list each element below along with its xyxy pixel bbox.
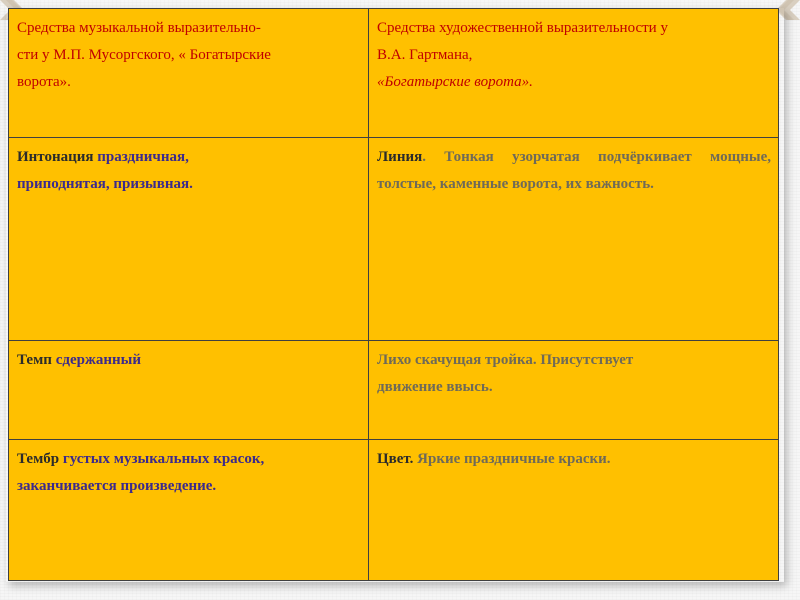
header-cell-music [9,9,369,138]
table-row [9,138,779,341]
header-art-line-3: «Богатырские ворота». [377,74,533,90]
cell-troika [369,341,779,440]
header-art-line-1: Средства художественной выразительности у [377,20,668,36]
cell-intonation [9,138,369,341]
value-tempo: сдержанный [51,352,141,368]
header-music-line-3: ворота». [17,74,71,90]
cell-tempo [9,341,369,440]
comparison-table [8,8,779,581]
value-intonation-1: праздничная, [93,149,189,165]
value-line-1: . Тонкая узорчатая подчёркивает [422,149,692,165]
value-troika-1: Лихо скачущая тройка. Присутствует [377,352,634,368]
value-line-2: мощные, толстые, каменные ворота, их важность. [377,149,771,192]
table-row [9,440,779,581]
table-row [9,341,779,440]
table-header-row [9,9,779,138]
value-color: Яркие праздничные краски. [413,451,611,467]
header-art-line-2: В.А. Гартмана, [377,47,473,63]
term-line: Линия [377,149,423,165]
value-troika-2: движение ввысь. [377,379,493,395]
cell-line [369,138,779,341]
value-timbre-1: густых музыкальных красок, [59,451,265,467]
term-intonation: Интонация [17,149,94,165]
header-cell-art [369,9,779,138]
term-color: Цвет. [377,451,414,467]
term-timbre: Тембр [17,451,60,467]
header-music-line-1: Средства музыкальной выразительно- [17,20,261,36]
cell-timbre [9,440,369,581]
value-intonation-2: приподнятая, призывная. [17,176,193,192]
cell-color [369,440,779,581]
header-music-line-2: сти у М.П. Мусоргского, « Богатырские [17,47,271,63]
term-tempo: Темп [17,352,52,368]
value-timbre-2: заканчивается произведение. [17,478,217,494]
